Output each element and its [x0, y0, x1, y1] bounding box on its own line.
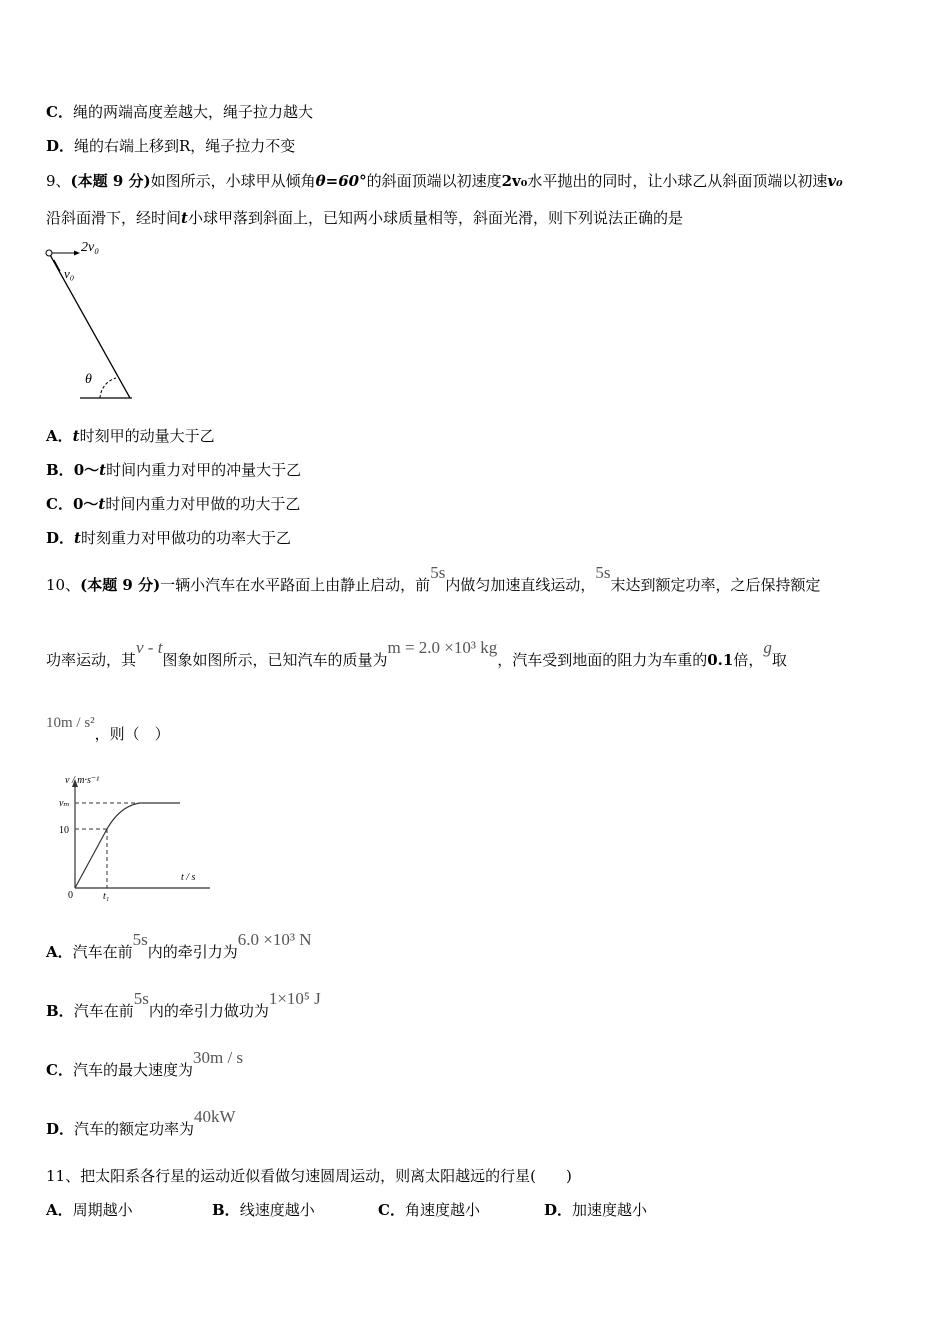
option-label: D． — [46, 529, 75, 547]
theta-expression: θ=60° — [315, 172, 367, 190]
velocity-arrow-incline — [54, 260, 60, 271]
question-score: (本题 9 分) — [80, 576, 161, 594]
q11-options — [46, 1200, 710, 1220]
stem-text: 一辆小汽车在水平路面上由静止启动，前 — [160, 576, 431, 594]
q9-stem-line2 — [46, 208, 683, 228]
accel-segment — [75, 829, 107, 888]
option-text: 内的牵引力为 — [147, 943, 238, 961]
option-text: 绳的两端高度差越大，绳子拉力越大 — [72, 103, 313, 121]
option-label: A． — [46, 943, 73, 961]
stem-text: 沿斜面滑下，经时间 — [46, 209, 182, 227]
stem-text: 的斜面顶端以初速度 — [366, 172, 502, 190]
ball-icon — [46, 250, 52, 256]
option-label: D． — [46, 1120, 75, 1138]
x-axis-label: t / s — [181, 872, 196, 883]
time-symbol: t — [99, 461, 107, 479]
q10-option-d — [46, 1107, 236, 1139]
stem-text: 取 — [771, 651, 787, 669]
option-label: B． — [46, 461, 74, 479]
stem-text: 图象如图所示，已知汽车的质量为 — [162, 651, 388, 669]
q11-option-c — [378, 1200, 544, 1220]
stem-text: ，则（ ） — [94, 725, 170, 743]
option-label: D． — [544, 1201, 573, 1219]
q9-stem-line1 — [46, 171, 843, 191]
math-power: 40kW — [194, 1107, 236, 1126]
option-label: D． — [46, 137, 75, 155]
option-text: 时刻重力对甲做功的功率大于乙 — [80, 529, 291, 547]
option-label: B． — [46, 1002, 74, 1020]
option-text: 汽车在前 — [72, 943, 133, 961]
stem-text: 水平抛出的同时，让小球乙从斜面顶端以初速 — [527, 172, 828, 190]
stem-text: 功率运动，其 — [46, 651, 137, 669]
math-5s: 5s — [132, 930, 148, 949]
stem-text: 内做匀加速直线运动， — [445, 576, 596, 594]
time-symbol: t — [72, 427, 80, 445]
t1-tick-label: t₁ — [103, 891, 110, 902]
q9-option-a — [46, 426, 215, 446]
stem-text: 如图所示，小球甲从倾角 — [150, 172, 316, 190]
q9-option-b — [46, 460, 301, 480]
q10-stem-line2 — [46, 638, 787, 670]
vm-tick-label: vₘ — [59, 798, 70, 809]
q11-option-d — [544, 1200, 710, 1220]
option-label: C． — [378, 1201, 405, 1219]
option-label: A． — [46, 427, 73, 445]
option-text: 汽车在前 — [73, 1002, 134, 1020]
option-text: 内的牵引力做功为 — [148, 1002, 269, 1020]
time-symbol: t — [98, 495, 106, 513]
q9-option-c — [46, 494, 300, 514]
q8-option-c — [46, 102, 313, 122]
vt-graph — [55, 773, 215, 903]
option-text: 汽车的额定功率为 — [74, 1120, 195, 1138]
question-number: 11、 — [46, 1167, 81, 1185]
time-symbol: t — [74, 529, 81, 547]
option-label: C． — [46, 495, 73, 513]
option-text: 时间内重力对甲的冲量大于乙 — [106, 461, 302, 479]
math-force: 6.0 ×10³ N — [237, 930, 312, 949]
initial-speed-2v0: 2v₀ — [501, 172, 528, 190]
math-5s: 5s — [133, 989, 149, 1008]
option-label: C． — [46, 103, 73, 121]
stem-text: ，汽车受到地面的阻力为车重的 — [497, 651, 708, 669]
option-text: 加速度越小 — [572, 1201, 648, 1219]
resistance-ratio: 0.1 — [707, 651, 734, 669]
origin-label: 0 — [68, 890, 73, 901]
arrowhead-icon — [74, 251, 80, 256]
q10-stem-line3 — [46, 715, 170, 745]
question-score: (本题 9 分) — [70, 172, 151, 190]
math-speed: 30m / s — [192, 1048, 244, 1067]
label-v0: v₀ — [64, 266, 75, 281]
q11-option-b — [212, 1200, 378, 1220]
question-number: 9、 — [46, 172, 71, 190]
q8-option-d — [46, 136, 295, 156]
option-prefix: 0～ — [72, 495, 99, 513]
math-mass: m = 2.0 ×10³ kg — [387, 638, 498, 657]
time-symbol: t — [181, 209, 188, 227]
q10-stem-line1 — [46, 563, 821, 595]
option-label: B． — [212, 1201, 240, 1219]
stem-text: 小球甲落到斜面上，已知两小球质量相等，斜面光滑，则下列说法正确的是 — [187, 209, 683, 227]
q9-option-d — [46, 528, 291, 548]
q11-option-a — [46, 1200, 212, 1220]
label-theta: θ — [85, 372, 92, 387]
math-g: g — [763, 638, 772, 657]
stem-text: 倍， — [733, 651, 764, 669]
option-text: 线速度越小 — [239, 1201, 315, 1219]
option-prefix: 0～ — [73, 461, 100, 479]
incline-figure — [40, 238, 150, 403]
q11-stem — [46, 1166, 572, 1186]
option-text: 角速度越小 — [404, 1201, 480, 1219]
stem-text: 末达到额定功率，之后保持额定 — [610, 576, 821, 594]
math-gval: 10m / s² — [46, 715, 95, 731]
y-axis-label: v / m·s⁻¹ — [65, 775, 100, 786]
q10-option-a — [46, 930, 312, 962]
math-vt: v - t — [136, 638, 163, 657]
label-2v0: 2v₀ — [81, 240, 100, 255]
initial-speed-v0: v₀ — [827, 172, 843, 190]
option-text: 绳的右端上移到R，绳子拉力不变 — [74, 137, 296, 155]
q10-option-c — [46, 1048, 244, 1080]
option-text: 汽车的最大速度为 — [72, 1061, 193, 1079]
math-5s: 5s — [430, 563, 446, 582]
angle-arc — [100, 378, 116, 398]
option-text: 周期越小 — [72, 1201, 133, 1219]
ten-tick-label: 10 — [59, 825, 69, 836]
option-text: 时刻甲的动量大于乙 — [79, 427, 215, 445]
option-label: A． — [46, 1201, 73, 1219]
stem-text: 把太阳系各行星的运动近似看做匀速圆周运动，则离太阳越远的行星( ) — [80, 1167, 572, 1185]
option-text: 时间内重力对甲做的功大于乙 — [105, 495, 301, 513]
math-work: 1×10⁵ J — [268, 989, 321, 1008]
question-number: 10、 — [46, 576, 81, 594]
math-5s: 5s — [595, 563, 611, 582]
power-curve — [107, 803, 180, 829]
option-label: C． — [46, 1061, 73, 1079]
q10-option-b — [46, 989, 321, 1021]
